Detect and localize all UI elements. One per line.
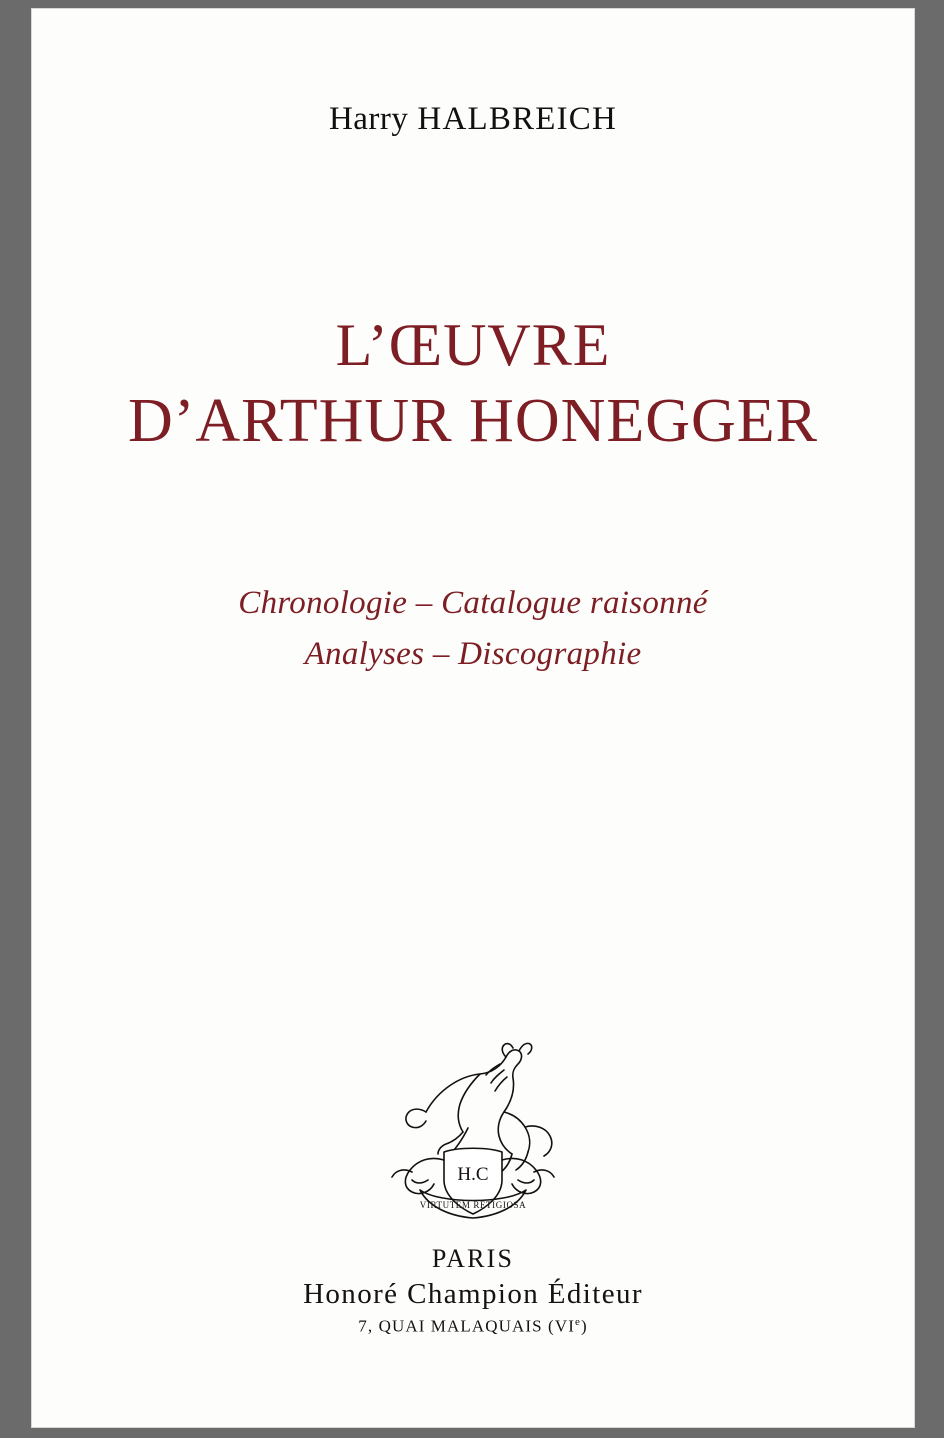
imprint-address <box>31 1316 915 1337</box>
title-line-1: L’ŒUVRE <box>335 312 611 378</box>
imprint-city: PARIS <box>431 1244 515 1273</box>
publisher-logo <box>31 1020 915 1225</box>
imprint-address-text: 7, QUAI MALAQUAIS (VI <box>358 1316 575 1336</box>
imprint-publisher: Honoré Champion Éditeur <box>303 1278 643 1310</box>
imprint-address-ordinal: e <box>574 1316 581 1328</box>
book-title <box>31 308 915 461</box>
imprint-block <box>31 1244 915 1337</box>
author-given-name: Harry <box>328 101 409 137</box>
author-family-name: HALBREICH <box>417 101 618 137</box>
title-line-2: D’ARTHUR HONEGGER <box>127 387 819 455</box>
subtitle-line-1: Chronologie – Catalogue raisonné <box>238 585 708 621</box>
book-subtitle <box>31 578 915 680</box>
author-name <box>31 100 915 138</box>
logo-motto: VIRTUTEM RETIGIOSA <box>419 1200 527 1210</box>
rearing-horse-crest-icon <box>368 1020 578 1225</box>
imprint-address-close: ) <box>580 1316 588 1336</box>
book-cover <box>31 8 915 1428</box>
shield-monogram: H.C <box>457 1164 489 1185</box>
subtitle-line-2: Analyses – Discographie <box>304 636 642 673</box>
